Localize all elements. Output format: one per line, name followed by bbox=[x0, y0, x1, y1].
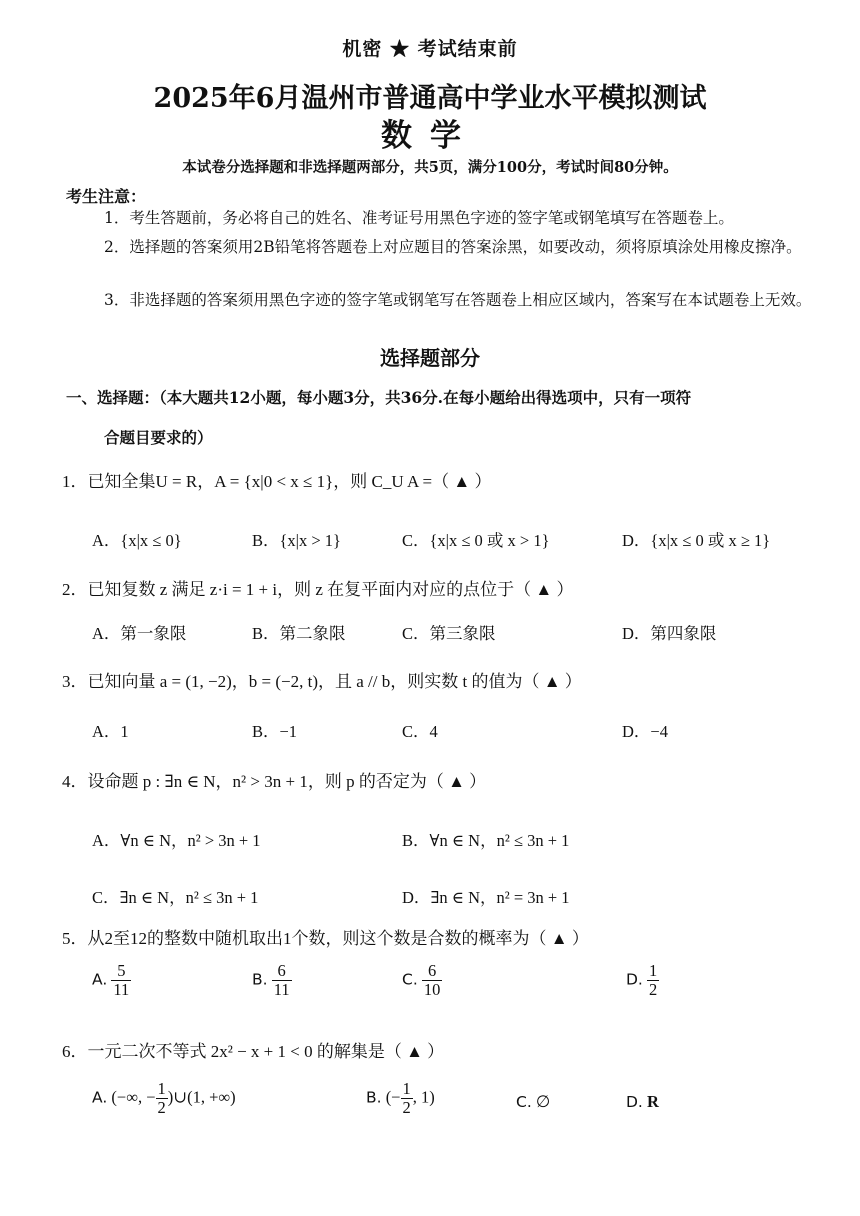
question-1-option-c: C．{x|x ≤ 0 或 x > 1} bbox=[402, 531, 550, 550]
option-value: ∅ bbox=[535, 1092, 551, 1111]
fraction bbox=[156, 1080, 168, 1117]
interval-prefix: (− bbox=[385, 1087, 401, 1107]
option-label: D. bbox=[626, 970, 643, 989]
option-label: A. bbox=[92, 1088, 108, 1107]
fraction-numerator: 1 bbox=[157, 1079, 166, 1098]
question-6-option-d bbox=[626, 1092, 659, 1112]
question-2-option-c: C．第三象限 bbox=[402, 624, 496, 643]
fraction-denominator: 10 bbox=[423, 980, 441, 1000]
fraction bbox=[272, 962, 292, 999]
option-label: C. bbox=[402, 970, 418, 989]
fraction-denominator: 11 bbox=[273, 980, 290, 1000]
question-6-option-c bbox=[516, 1092, 550, 1112]
question-6-option-b bbox=[366, 1080, 435, 1117]
question-5-option-d bbox=[626, 962, 659, 999]
question-4-option-c: C．∃n ∈ N，n² ≤ 3n + 1 bbox=[92, 888, 259, 907]
option-label: C. bbox=[516, 1093, 532, 1111]
interval-suffix: )∪(1, +∞) bbox=[167, 1087, 236, 1107]
question-3-stem: 3．已知向量 a = (1, −2)，b = (−2, t)，且 a // b，则实数 t 的值为（ ▲ ） bbox=[62, 672, 582, 691]
interval-prefix: (−∞, − bbox=[111, 1087, 156, 1107]
subject-title: 数学 bbox=[381, 118, 479, 154]
section-heading: 选择题部分 bbox=[380, 346, 480, 370]
question-3-option-d: D．−4 bbox=[622, 722, 668, 741]
part-intro-line-2: 合题目要求的） bbox=[104, 428, 213, 447]
question-4-option-d: D．∃n ∈ N，n² = 3n + 1 bbox=[402, 888, 570, 907]
fraction-numerator: 6 bbox=[272, 962, 292, 981]
fraction-denominator: 11 bbox=[113, 980, 130, 1000]
question-5-option-c bbox=[402, 962, 442, 999]
notice-item-2: 2．选择题的答案须用2B铅笔将答题卷上对应题目的答案涂黑，如要改动，须将原填涂处用橡皮擦净。 bbox=[104, 238, 802, 256]
fraction-denominator: 2 bbox=[649, 980, 658, 1000]
question-2-option-d: D．第四象限 bbox=[622, 624, 717, 643]
fraction bbox=[401, 1080, 413, 1117]
question-6-option-a bbox=[92, 1080, 236, 1117]
option-value: R bbox=[647, 1092, 659, 1111]
fraction-numerator: 1 bbox=[649, 961, 658, 980]
question-2-option-b: B．第二象限 bbox=[252, 624, 346, 643]
question-6-stem: 6．一元二次不等式 2x² − x + 1 < 0 的解集是（ ▲ ） bbox=[62, 1042, 445, 1061]
option-label: D. bbox=[626, 1093, 643, 1111]
paper-info: 本试卷分选择题和非选择题两部分，共5页，满分100分，考试时间80分钟。 bbox=[182, 159, 678, 176]
part-intro-line-1: 一、选择题：（本大题共12小题，每小题3分，共36分.在每小题给出得选项中，只有一项符 bbox=[66, 388, 692, 407]
question-1-stem: 1．已知全集U = R，A = {x|0 < x ≤ 1}，则 C_U A =（ ▲ ） bbox=[62, 472, 492, 491]
confidential-label: 机密 ★ 考试结束前 bbox=[342, 38, 518, 60]
question-2-option-a: A．第一象限 bbox=[92, 624, 187, 643]
question-3-option-a: A．1 bbox=[92, 722, 129, 741]
question-5-option-a bbox=[92, 962, 131, 999]
part-intro bbox=[66, 378, 828, 458]
question-2-stem: 2．已知复数 z 满足 z·i = 1 + i，则 z 在复平面内对应的点位于（ ▲ ） bbox=[62, 580, 574, 599]
exam-title: 2025年6月温州市普通高中学业水平模拟测试 bbox=[153, 83, 707, 114]
question-4-stem: 4．设命题 p : ∃n ∈ N，n² > 3n + 1，则 p 的否定为（ ▲ ） bbox=[62, 772, 487, 791]
option-label: B. bbox=[252, 970, 268, 989]
question-1-option-d: D．{x|x ≤ 0 或 x ≥ 1} bbox=[622, 531, 771, 550]
question-5-stem: 5．从2至12的整数中随机取出1个数，则这个数是合数的概率为（ ▲ ） bbox=[62, 929, 589, 948]
question-5-option-b bbox=[252, 962, 292, 999]
interval-suffix: , 1) bbox=[412, 1087, 435, 1107]
question-4-option-b: B．∀n ∈ N，n² ≤ 3n + 1 bbox=[402, 831, 570, 850]
question-1-option-a: A．{x|x ≤ 0} bbox=[92, 531, 182, 550]
fraction-numerator: 5 bbox=[111, 962, 131, 981]
notice-heading: 考生注意： bbox=[66, 187, 147, 206]
notice-item-1: 1．考生答题前，务必将自己的姓名、准考证号用黑色字迹的签字笔或钢笔填写在答题卷上。 bbox=[104, 209, 734, 227]
question-4-option-a: A．∀n ∈ N，n² > 3n + 1 bbox=[92, 831, 261, 850]
option-label: A. bbox=[92, 970, 108, 989]
fraction bbox=[422, 962, 443, 999]
question-3-option-b: B．−1 bbox=[252, 722, 298, 741]
fraction-numerator: 1 bbox=[402, 1079, 411, 1098]
question-3-option-c: C．4 bbox=[402, 722, 438, 741]
fraction-denominator: 2 bbox=[402, 1098, 411, 1118]
fraction bbox=[111, 962, 131, 999]
fraction-numerator: 6 bbox=[422, 962, 443, 981]
fraction bbox=[647, 962, 659, 999]
question-1-option-b: B．{x|x > 1} bbox=[252, 531, 341, 550]
fraction-denominator: 2 bbox=[157, 1098, 166, 1118]
notice-item-3: 3．非选择题的答案须用黑色字迹的签字笔或钢笔写在答题卷上相应区域内，答案写在本试题卷上无效。 bbox=[104, 291, 812, 309]
option-label: B. bbox=[366, 1088, 382, 1107]
